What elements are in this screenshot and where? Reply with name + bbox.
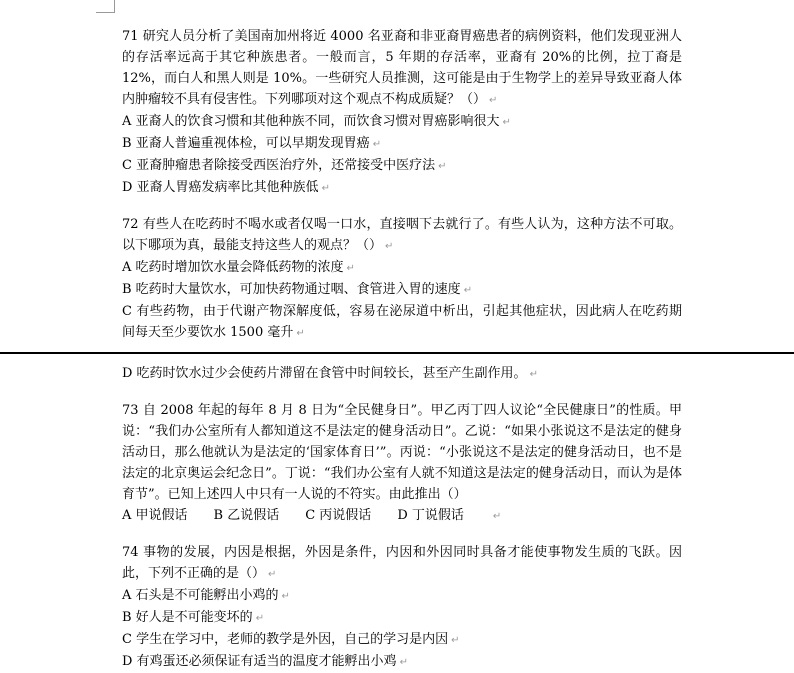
- paragraph-mark-icon: ↵: [399, 657, 408, 668]
- paragraph-mark-icon: ↵: [281, 591, 290, 602]
- question-73-option-b: B 乙说假话: [213, 508, 280, 523]
- page-corner-marker: [96, 0, 115, 13]
- paragraph-mark-icon: ↵: [255, 613, 265, 624]
- question-73-options: [122, 505, 682, 527]
- question-72-option-c: C 有些药物，由于代谢产物深解度低，容易在泌尿道中析出，引起其他症状，因此病人在吃药期间每天至少要饮水 1500 毫升 ↵: [122, 304, 682, 340]
- page-2-content: [122, 363, 682, 673]
- paragraph-mark-icon: ↵: [296, 328, 305, 339]
- question-71-option-b: B 亚裔人普遍重视体检，可以早期发现胃癌 ↵: [122, 136, 382, 151]
- question-74-option-a: A 石头是不可能孵出小鸡的 ↵: [122, 588, 290, 603]
- question-73-option-d: D 丁说假话: [397, 508, 464, 523]
- paragraph-mark-icon: ↵: [451, 635, 460, 646]
- question-74-option-b: B 好人是不可能变坏的 ↵: [122, 610, 265, 625]
- question-73-option-c: C 丙说假话: [305, 508, 372, 523]
- paragraph-mark-icon: ↵: [268, 569, 277, 580]
- question-71-option-c: C 亚裔肿瘤患者除接受西医治疗外，还常接受中医疗法 ↵: [122, 158, 447, 173]
- question-72-option-a: A 吃药时增加饮水量会降低药物的浓度 ↵: [122, 260, 355, 275]
- paragraph-mark-icon: ↵: [385, 241, 394, 252]
- question-71-stem: 71 研究人员分析了美国南加州将近 4000 名亚裔和非亚裔胃癌患者的病例资料，他们发现亚洲人的存活率远高于其它种族患者。一般而言，5 年期的存活率，亚裔有 20%的比例，拉丁裔是 12%，而白人和黑人则是 10%。一些研究人员推测，这可能是由于生物学上的差异导致亚裔人体内肿瘤较不具有侵害性。下列哪项对这个观点不构成质疑？（） ↵: [122, 29, 682, 107]
- question-71-option-d: D 亚裔人胃癌发病率比其他种族低 ↵: [122, 180, 330, 195]
- question-73-option-a: A 甲说假话: [122, 508, 188, 523]
- paragraph-mark-icon: ↵: [372, 139, 382, 150]
- question-72-stem: 72 有些人在吃药时不喝水或者仅喝一口水，直接咽下去就行了。有些人认为，这种方法不可取。以下哪项为真，最能支持这些人的观点？（） ↵: [122, 217, 682, 253]
- page-1-content: [122, 26, 682, 344]
- paragraph-mark-icon: ↵: [438, 161, 447, 172]
- paragraph-mark-icon: ↵: [346, 263, 355, 274]
- paragraph-mark-icon: ↵: [463, 285, 473, 296]
- paragraph-mark-icon: ↵: [321, 183, 330, 194]
- question-74-stem: 74 事物的发展，内因是根据，外因是条件，内因和外因同时具备才能使事物发生质的飞跃。因此，下列不正确的是（） ↵: [122, 545, 682, 581]
- question-73-stem: 73 自 2008 年起的每年 8 月 8 日为“全民健身日”。甲乙丙丁四人议论“全民健康日”的性质。甲说：“我们办公室所有人都知道这不是法定的健身活动日”。乙说：“如果小张说这不是法定的健身活动日，那么他就认为是法定的‘国家体育日’”。丙说：“小张说这不是法定的健身活动日，也不是法定的北京奥运会纪念日”。丁说：“我们办公室有人就不知道这是法定的健身活动日，而认为是体育节”。已知上述四人中只有一人说的不符实。由此推出（）: [122, 403, 682, 502]
- question-71-option-a: A 亚裔人的饮食习惯和其他种族不同，而饮食习惯对胃癌影响很大 ↵: [122, 114, 511, 129]
- question-72-option-b: B 吃药时大量饮水，可加快药物通过咽、食管进入胃的速度 ↵: [122, 282, 473, 297]
- question-74-option-c: C 学生在学习中，老师的教学是外因，自己的学习是内因 ↵: [122, 632, 460, 647]
- paragraph-mark-icon: ↵: [489, 95, 498, 106]
- paragraph-mark-icon: ↵: [529, 369, 538, 380]
- question-74-option-d: D 有鸡蛋还必须保证有适当的温度才能孵出小鸡 ↵: [122, 654, 408, 669]
- question-72-option-d: D 吃药时饮水过少会使药片滞留在食管中时间较长，甚至产生副作用。 ↵: [122, 366, 538, 381]
- paragraph-mark-icon: ↵: [492, 511, 502, 522]
- paragraph-mark-icon: ↵: [502, 117, 511, 128]
